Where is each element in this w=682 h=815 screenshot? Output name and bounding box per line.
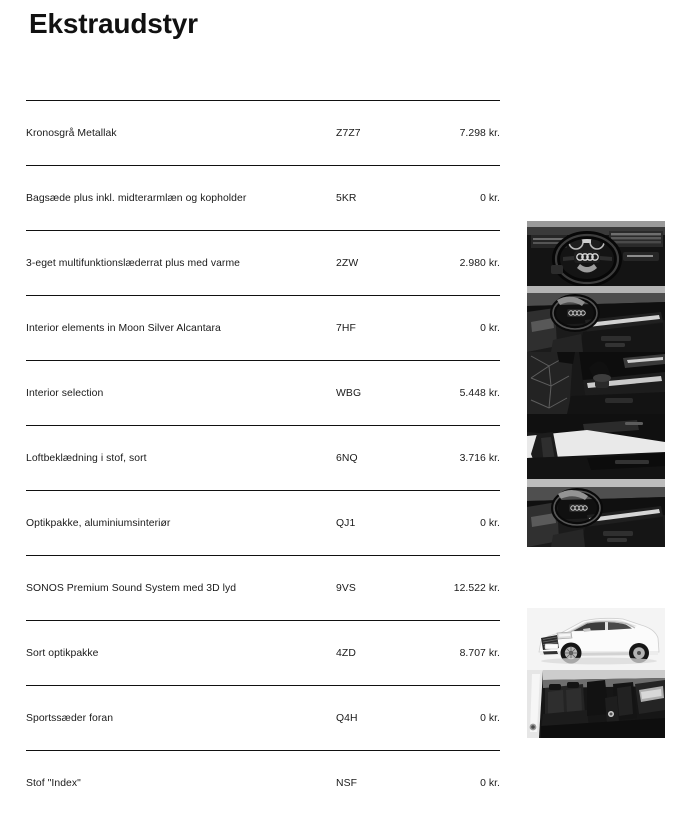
thumbnail-exterior-front-image [527,608,665,670]
thumbnail-interior-cabin-image [527,670,665,738]
option-code: 2ZW [336,258,359,269]
table-row [26,620,500,685]
vehicle-image-gallery [527,608,665,738]
option-code: QJ1 [336,518,356,529]
table-row [26,100,500,165]
table-row [26,425,500,490]
option-price: 0 kr. [480,518,500,529]
option-price: 0 kr. [480,778,500,789]
option-code: Z7Z7 [336,128,361,139]
option-code: 6NQ [336,453,358,464]
table-row [26,555,500,620]
option-name: Interior selection [26,388,104,399]
option-price: 2.980 kr. [459,258,500,269]
option-code: WBG [336,388,362,399]
option-name: Sportssæder foran [26,713,114,724]
table-row [26,750,500,815]
option-price: 12.522 kr. [453,583,500,594]
option-price: 0 kr. [480,713,500,724]
option-price: 0 kr. [480,193,500,204]
table-row [26,230,500,295]
interior-image-gallery [527,221,665,547]
option-code: 5KR [336,193,357,204]
option-name: Bagsæde plus inkl. midterarmlæn og kopholder [26,193,247,204]
option-code: 4ZD [336,648,356,659]
table-row [26,295,500,360]
option-price: 7.298 kr. [459,128,500,139]
table-row [26,490,500,555]
thumbnail-seat-console-image [527,352,665,414]
option-name: Optikpakke, aluminiumsinteriør [26,518,171,529]
option-name: Interior elements in Moon Silver Alcantara [26,323,221,334]
option-name: Kronosgrå Metallak [26,128,117,139]
option-code: 9VS [336,583,356,594]
option-name: Stof "Index" [26,778,81,789]
option-code: Q4H [336,713,358,724]
option-name: Sort optikpakke [26,648,99,659]
table-row [26,165,500,230]
thumbnail-steering-wheel-image [527,221,665,286]
page-title: Ekstraudstyr [29,8,198,39]
option-name: SONOS Premium Sound System med 3D lyd [26,583,237,594]
option-code: NSF [336,778,358,789]
table-row [26,685,500,750]
option-price: 8.707 kr. [459,648,500,659]
option-price: 0 kr. [480,323,500,334]
thumbnail-dashboard-image [527,286,665,352]
table-row [26,360,500,425]
option-code: 7HF [336,323,356,334]
options-table [26,100,500,815]
thumbnail-headliner-image [527,414,665,479]
thumbnail-cockpit-image [527,479,665,547]
option-price: 3.716 kr. [459,453,500,464]
option-price: 5.448 kr. [459,388,500,399]
option-name: Loftbeklædning i stof, sort [26,453,147,464]
option-name: 3-eget multifunktionslæderrat plus med varme [26,258,241,269]
